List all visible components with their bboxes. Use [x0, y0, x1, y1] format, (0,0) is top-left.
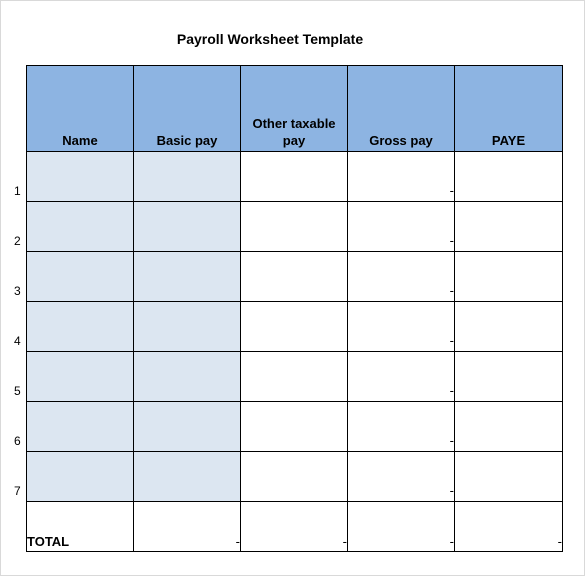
gross-pay-cell[interactable]: -	[348, 452, 455, 502]
other-taxable-pay-cell[interactable]	[241, 252, 348, 302]
column-header-gross-pay: Gross pay	[348, 66, 455, 152]
column-header-name: Name	[27, 66, 134, 152]
basic-pay-cell[interactable]	[134, 302, 241, 352]
column-header-other-taxable-pay: Other taxable pay	[241, 66, 348, 152]
other-taxable-pay-cell[interactable]	[241, 202, 348, 252]
total-paye-cell[interactable]: -	[455, 502, 563, 552]
name-cell[interactable]	[27, 252, 134, 302]
table-row	[27, 452, 563, 502]
name-cell[interactable]	[27, 452, 134, 502]
column-header-paye: PAYE	[455, 66, 563, 152]
table-row	[27, 302, 563, 352]
header-row	[27, 66, 563, 152]
gross-pay-cell[interactable]: -	[348, 152, 455, 202]
total-gross-pay-cell[interactable]: -	[348, 502, 455, 552]
total-row	[27, 502, 563, 552]
row-number: 2	[14, 234, 21, 248]
column-header-basic-pay: Basic pay	[134, 66, 241, 152]
gross-pay-cell[interactable]: -	[348, 302, 455, 352]
total-other-taxable-pay-cell[interactable]: -	[241, 502, 348, 552]
row-number: 4	[14, 334, 21, 348]
table-row	[27, 352, 563, 402]
table-row	[27, 402, 563, 452]
paye-cell[interactable]	[455, 202, 563, 252]
paye-cell[interactable]	[455, 452, 563, 502]
gross-pay-cell[interactable]: -	[348, 202, 455, 252]
table-row	[27, 252, 563, 302]
basic-pay-cell[interactable]	[134, 152, 241, 202]
row-number: 5	[14, 384, 21, 398]
paye-cell[interactable]	[455, 152, 563, 202]
paye-cell[interactable]	[455, 302, 563, 352]
name-cell[interactable]	[27, 302, 134, 352]
table-row	[27, 152, 563, 202]
basic-pay-cell[interactable]	[134, 252, 241, 302]
other-taxable-pay-cell[interactable]	[241, 302, 348, 352]
gross-pay-cell[interactable]: -	[348, 352, 455, 402]
other-taxable-pay-cell[interactable]	[241, 452, 348, 502]
gross-pay-cell[interactable]: -	[348, 252, 455, 302]
paye-cell[interactable]	[455, 402, 563, 452]
name-cell[interactable]	[27, 152, 134, 202]
other-taxable-pay-cell[interactable]	[241, 402, 348, 452]
name-cell[interactable]	[27, 352, 134, 402]
name-cell[interactable]	[27, 202, 134, 252]
paye-cell[interactable]	[455, 252, 563, 302]
page-title: Payroll Worksheet Template	[176, 31, 364, 47]
basic-pay-cell[interactable]	[134, 402, 241, 452]
row-number: 3	[14, 284, 21, 298]
total-label: TOTAL	[27, 502, 134, 552]
row-number: 7	[14, 484, 21, 498]
payroll-table	[26, 65, 563, 552]
name-cell[interactable]	[27, 402, 134, 452]
total-basic-pay-cell[interactable]: -	[134, 502, 241, 552]
row-number: 1	[14, 184, 21, 198]
row-number: 6	[14, 434, 21, 448]
basic-pay-cell[interactable]	[134, 452, 241, 502]
basic-pay-cell[interactable]	[134, 202, 241, 252]
other-taxable-pay-cell[interactable]	[241, 352, 348, 402]
other-taxable-pay-cell[interactable]	[241, 152, 348, 202]
basic-pay-cell[interactable]	[134, 352, 241, 402]
paye-cell[interactable]	[455, 352, 563, 402]
table-row	[27, 202, 563, 252]
gross-pay-cell[interactable]: -	[348, 402, 455, 452]
